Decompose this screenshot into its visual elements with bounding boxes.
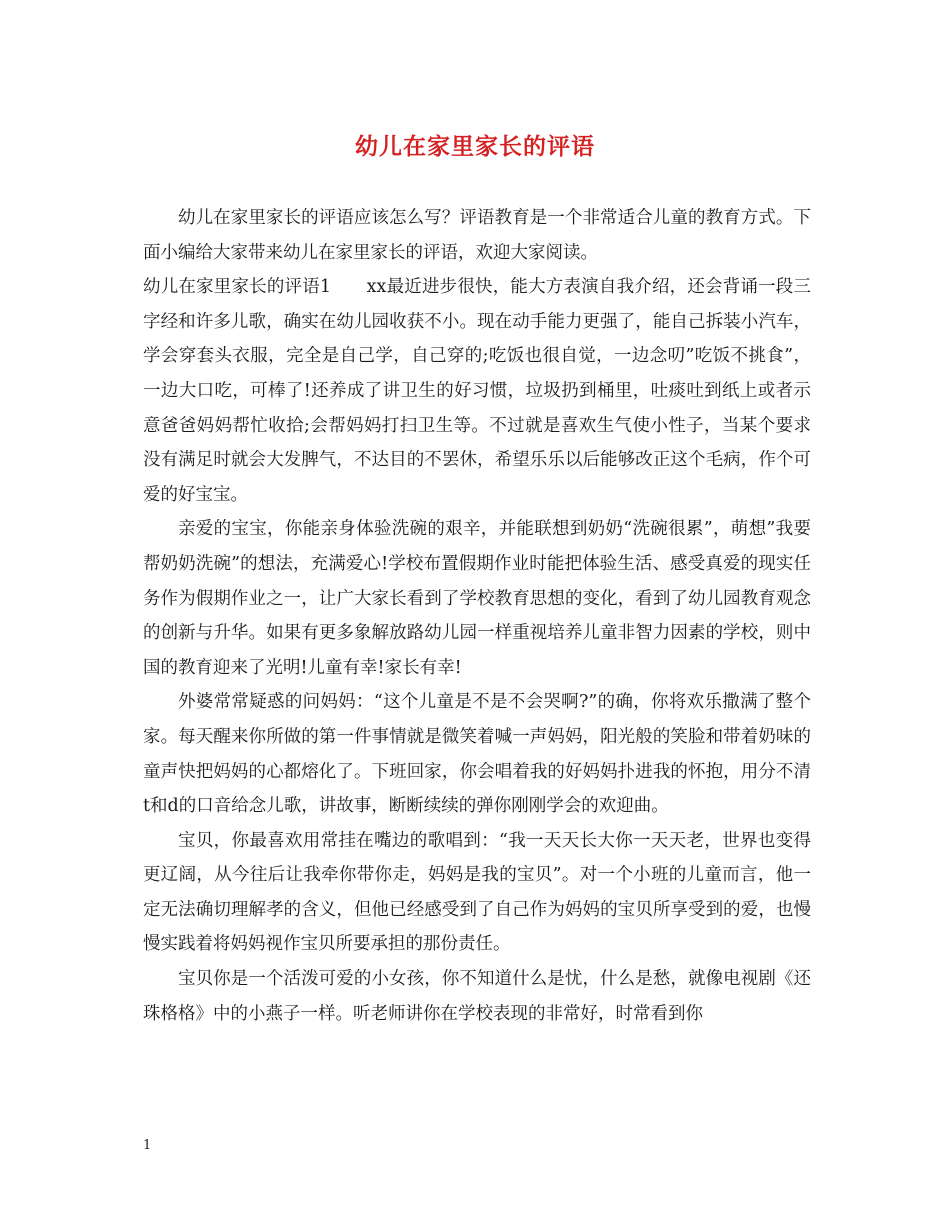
document-title: 幼儿在家里家长的评语 <box>355 133 595 160</box>
body-paragraph: 幼儿在家里家长的评语应该怎么写？评语教育是一个非常适合儿童的教育方式。下面小编给大家带来幼儿在家里家长的评语，欢迎大家阅读。 <box>143 208 811 263</box>
page-number: 1 <box>143 1138 152 1153</box>
body-paragraph: 亲爱的宝宝，你能亲身体验洗碗的艰辛，并能联想到奶奶“洗碗很累”，萌想”我要帮奶奶洗碗”的想法，充满爱心!学校布置假期作业时能把体验生活、感受真爱的现实任务作为假期作业之一，让广大家长看到了学校教育思想的变化，看到了幼儿园教育观念的创新与升华。如果有更多象解放路幼儿园一样重视培养儿童非智力因素的学校，则中国的教育迎来了光明!儿童有幸!家长有幸! <box>143 519 811 678</box>
body-paragraph: 幼儿在家里家长的评语1 xx最近进步很快，能大方表演自我介绍，还会背诵一段三字经和许多儿歌，确实在幼儿园收获不小。现在动手能力更强了，能自己拆装小汽车，学会穿套头衣服，完全是自己学，自己穿的;吃饭也很自觉，一边念叨”吃饭不挑食”，一边大口吃，可棒了!还养成了讲卫生的好习惯，垃圾扔到桶里，吐痰吐到纸上或者示意爸爸妈妈帮忙收拾;会帮妈妈打扫卫生等。不过就是喜欢生气使小性子，当某个要求没有满足时就会大发脾气，不达目的不罢休，希望乐乐以后能够改正这个毛病，作个可爱的好宝宝。 <box>143 277 811 505</box>
document-body <box>143 201 811 1031</box>
body-paragraph: 宝贝，你最喜欢用常挂在嘴边的歌唱到：“我一天天长大你一天天老，世界也变得更辽阔，从今往后让我牵你带你走，妈妈是我的宝贝”。对一个小班的儿童而言，他一定无法确切理解孝的含义，但他已经感受到了自己作为妈妈的宝贝所享受到的爱，也慢慢实践着将妈妈视作宝贝所要承担的那份责任。 <box>143 830 811 955</box>
body-paragraph: 宝贝你是一个活泼可爱的小女孩，你不知道什么是忧，什么是愁，就像电视剧《还珠格格》中的小燕子一样。听老师讲你在学校表现的非常好，时常看到你 <box>143 969 811 1024</box>
body-paragraph: 外婆常常疑惑的问妈妈：“这个儿童是不是不会哭啊?”的确，你将欢乐撒满了整个家。每天醒来你所做的第一件事情就是微笑着喊一声妈妈，阳光般的笑脸和带着奶味的童声快把妈妈的心都熔化了。下班回家，你会唱着我的好妈妈扑进我的怀抱，用分不清t和d的口音给念儿歌，讲故事，断断续续的弹你刚刚学会的欢迎曲。 <box>143 692 811 817</box>
